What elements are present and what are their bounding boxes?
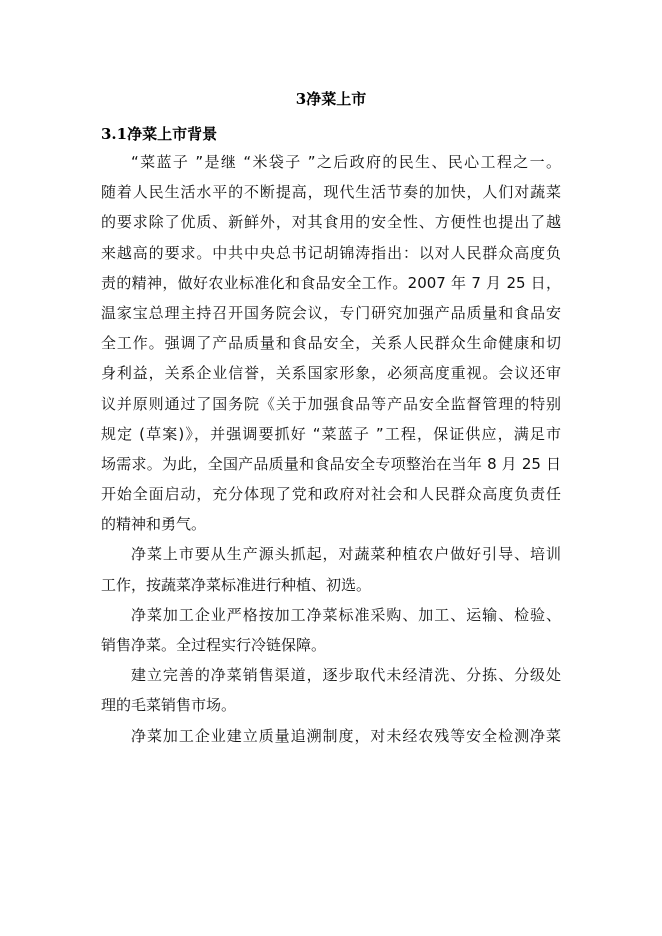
text-line: 来越高的要求。中共中央总书记胡锦涛指出：以对人民群众高度负 bbox=[101, 243, 561, 262]
text-line: 温家宝总理主持召开国务院会议，专门研究加强产品质量和食品安 bbox=[101, 303, 561, 322]
document-body bbox=[101, 147, 561, 751]
chapter-title: 3净菜上市 bbox=[295, 90, 367, 108]
text-line: 工作，按蔬菜净菜标准进行种植、初选。 bbox=[101, 575, 372, 594]
text-line: 开始全面启动，充分体现了党和政府对社会和人民群众高度负责任 bbox=[101, 485, 561, 504]
text-line: 的要求除了优质、新鲜外，对其食用的安全性、方便性也提出了越 bbox=[101, 213, 561, 232]
text-line: 销售净菜。全过程实行冷链保障。 bbox=[101, 636, 327, 654]
text-line: 净菜上市要从生产源头抓起，对蔬菜种植农户做好引导、培训 bbox=[131, 545, 561, 564]
text-line: 规定 (草案)》，并强调要抓好 “菜蓝子 ”工程，保证供应，满足市 bbox=[101, 424, 561, 443]
text-line: “菜蓝子 ”是继 “米袋子 ”之后政府的民生、民心工程之一。 bbox=[131, 153, 561, 171]
section-title: 3.1净菜上市背景 bbox=[101, 125, 218, 143]
text-line: 全工作。强调了产品质量和食品安全，关系人民群众生命健康和切 bbox=[101, 334, 561, 353]
text-line: 理的毛菜销售市场。 bbox=[101, 696, 237, 715]
text-line: 的精神和勇气。 bbox=[101, 515, 207, 534]
text-line: 随着人民生活水平的不断提高，现代生活节奏的加快，人们对蔬菜 bbox=[101, 183, 561, 202]
text-line: 议并原则通过了国务院《关于加强食品等产品安全监督管理的特别 bbox=[101, 394, 561, 413]
text-line: 建立完善的净菜销售渠道，逐步取代未经清洗、分拣、分级处 bbox=[131, 666, 561, 685]
text-line: 身利益，关系企业信誉，关系国家形象，必须高度重视。会议还审 bbox=[101, 364, 561, 383]
text-line: 净菜加工企业严格按加工净菜标准采购、加工、运输、检验、 bbox=[131, 605, 561, 624]
text-line: 净菜加工企业建立质量追溯制度，对未经农残等安全检测净菜 bbox=[131, 726, 561, 745]
text-line: 责的精神，做好农业标准化和食品安全工作。2007 年 7 月 25 日， bbox=[101, 273, 561, 292]
text-line: 场需求。为此，全国产品质量和食品安全专项整治在当年 8 月 25 日 bbox=[101, 454, 561, 473]
